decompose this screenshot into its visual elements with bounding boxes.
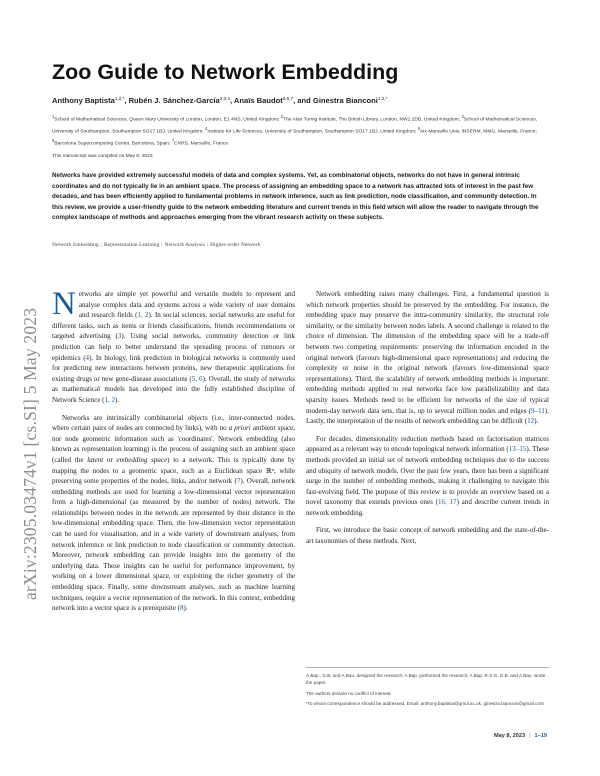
- arxiv-identifier: arXiv:2305.03474v1 [cs.SI] 5 May 2023: [20, 307, 40, 600]
- body-paragraph: [52, 286, 295, 406]
- author-separator: ,: [229, 96, 234, 105]
- body-column-left: [52, 286, 296, 621]
- affiliation-text: Institute for Life Sciences, University of Southampton, Southampton SO17 1BJ, United Kingdom;: [207, 129, 418, 135]
- text-run: ).: [534, 417, 539, 426]
- author-name: Anthony Baptista: [52, 96, 115, 105]
- affiliation-text: CNRS, Marseille, France: [174, 142, 229, 148]
- author-name: Ginestra Bianconi: [312, 96, 378, 105]
- affiliation-number: 7: [171, 138, 175, 144]
- citation-link[interactable]: 5, 6: [191, 374, 203, 383]
- text-run: etworks are simple yet powerful and versatile models to represent and analyse complex data and systems across a wide variety of user domains and research fields (: [78, 290, 295, 320]
- text-run: Networks are intrinsically combinatorial objects (i.e., inter-connected nodes, where certain pairs of nodes are connected by links), with no: [52, 413, 295, 433]
- author-contributions-note: A.Bap., G.B. and A.Bau. designed the research; A.Bap. performed the research; A.Bap, R.S-G, G.B. and A.Bau. wrote the paper.: [306, 673, 546, 686]
- affiliation-number: 2: [280, 114, 284, 119]
- text-run: ).: [115, 395, 120, 404]
- conflict-of-interest-note: The authors declare no conflict of interest.: [306, 690, 392, 696]
- footer-separator: |: [529, 733, 531, 739]
- abstract: Networks have provided extremely successful models of data and complex systems. Yet, as combinatorial objects, networks do not have in general intrinsic coordinates and do not typically lie in an ambient space. The process of assigning an embedding space to a network has attracted lots of interest in the past few decades, and has been efficiently applied to fundamental problems in network inference, such as link prediction, node classification, and community detection. In this review, we provide a user-friendly guide to the network embedding literature and current trends in this field which will allow the reader to navigate through the complex landscape of methods and approaches emerging from the vibrant research activity on these subjects.: [52, 172, 539, 221]
- author-separator: , and: [293, 96, 313, 105]
- citation-link[interactable]: 8: [179, 604, 184, 613]
- emphasis: a priori: [228, 424, 251, 433]
- emphasis: latent: [87, 455, 104, 464]
- compiled-date-note: This manuscript was compiled on May 8, 2023: [52, 154, 153, 159]
- text-run: For decades, dimensionality reduction methods based on factorisation matrices appeared as a relevant way to encode topological network information (: [306, 434, 549, 454]
- affiliation-text: Barcelona Supercomputing Center, Barcelona, Spain;: [54, 142, 172, 148]
- text-run: ). These methods provided an initial set of network embedding techniques due to the success and ubiquity of network models. Over the past few years, there has been a significant surge in the number of embedding methods, making it challenging to navigate this fast-evolving field. The purpose of this review is to provide an overview based on a novel taxonomy that extends previous ones (: [306, 445, 549, 507]
- affiliation-number: 1: [52, 114, 55, 119]
- emphasis: embedding space: [116, 455, 168, 464]
- text-run: ). Overall, network embedding methods are used for learning a low-dimensional vector representation from a high-dimensional (as measured by the number of nodes) network. The relationships between nodes in the network are represented by their distance in the low-dimensional embedding space. Then, the low-dimension vector representation can be used for visualisation, and in a wide variety of downstream analyses, from network inference or link prediction to node classification or community detection. Moreover, network embedding can provide insights into the geometry of the underlying data. These insights can be useful for performance improvement, by working on a lower dimensional space, or exploiting the richer geometry of the embedding space. Finally, some downstream analyses, such as machine learning techniques, require a vector representation of the network. In this context, embedding network into a vector space is a prerequisite (: [52, 477, 295, 613]
- author-affiliation-marker: 5,6,7: [282, 96, 294, 101]
- affiliation-number: 6: [52, 138, 55, 144]
- citation-link[interactable]: 12: [527, 417, 535, 426]
- author-name: Rubén J. Sánchez-García: [128, 96, 220, 105]
- page-range: 1–19: [534, 733, 547, 739]
- affiliation-text: Aix-Marseille Univ, INSERM, MMG, Marseille, France;: [420, 129, 537, 135]
- author-list: [52, 96, 552, 105]
- body-paragraph: [52, 413, 295, 614]
- keyword-list: [52, 242, 547, 248]
- keyword: Higher-order Network: [210, 242, 261, 248]
- author-affiliation-marker: 2,3,4: [219, 96, 230, 101]
- affiliation-text: The Alan Turing Institute, The British Library, London, NW1 2DB, United Kingdom;: [283, 117, 462, 123]
- body-paragraph: [306, 434, 549, 519]
- affiliation-text: School of Mathematical Sciences, University of Southampton, Southampton SO17 1BJ, United Kingdom;: [52, 117, 538, 135]
- body-column-right: [306, 289, 549, 554]
- citation-link[interactable]: 7: [236, 477, 241, 486]
- keyword: Network Embedding: [52, 242, 99, 248]
- text-run: ). Overall, the study of networks as mathematical models has developed into the fully established discipline of Network Science (: [52, 374, 295, 404]
- text-run: Network embedding raises many challenges. First, a fundamental question is which network properties should be preserved by the embedding. For instance, the embedding space may preserve the intra-community similarity, the structural role similarity, or the similarity between nodes labels. A second challenge is related to the choice of dimension. The dimension of the embedding space will be a trade-off between two competing requirements: preserving the information encoded in the original network (favours high-dimensional space representations) and reducing the complexity or noise in the original network (favours low-dimensional space representations). Third, the scalability of network embedding methods is important: embedding methods applied to real networks face low parallelizability and data sparsity issues. Methods need to be efficient for networks of the size of typical modern-day network data sets, that is, up to several million nodes and edges (: [306, 290, 549, 415]
- affiliation-number: 5: [417, 126, 421, 132]
- text-run: or: [103, 455, 117, 464]
- body-paragraph: [306, 289, 549, 427]
- citation-link[interactable]: 13–15: [508, 445, 527, 454]
- text-run: ).: [183, 604, 188, 613]
- affiliation-text: School of Mathematical Sciences, Queen Mary University of London, London, E1 4NS, United Kingdom;: [54, 117, 281, 123]
- correspondence-note: ¹To whom correspondence should be addressed. Email: anthony.baptista@qmul.ac.uk, ginestra.bianconi@gmail.com: [306, 701, 544, 707]
- text-run: ) and describe current trends in network embedding.: [306, 498, 549, 517]
- author-separator: ,: [124, 96, 129, 105]
- author-affiliation-marker: 1,2,*: [377, 96, 388, 101]
- keyword-separator: |: [100, 242, 102, 248]
- keyword-separator: |: [161, 242, 163, 248]
- affiliation-number: 4: [205, 126, 208, 132]
- citation-link[interactable]: 16, 17: [437, 498, 457, 507]
- footer-date: May 8, 2023: [493, 733, 526, 739]
- text-run: ). Lastly, the interpretation of the results of network embedding can be difficult (: [306, 406, 549, 426]
- text-run: ambient space, nor node geometric information such as 'coordinates'. Network embedding (also known as representation learning) is the process of assigning such an ambient space (called the: [52, 424, 296, 464]
- text-run: ). In social sciences, social networks are useful for different tasks, such as items or friends classifications, friends recommendations or targeted advertising (: [52, 311, 295, 341]
- author-affiliation-marker: 1,2,*: [114, 96, 125, 101]
- text-run: First, we introduce the basic concept of network embedding and the state-of-the-art taxonomies of these methods. Next,: [306, 526, 549, 546]
- citation-link[interactable]: 4: [85, 353, 90, 362]
- citation-link[interactable]: 1, 2: [137, 311, 149, 320]
- page-footer: [494, 733, 547, 739]
- footnotes: [306, 667, 549, 711]
- keyword: Representation Learning: [103, 242, 160, 248]
- text-run: ). Using social networks, community detection or link prediction can help to better understand the spreading process of rumours or epidemics (: [52, 332, 295, 362]
- body-paragraph: [306, 525, 549, 546]
- paper-title: Zoo Guide to Network Embedding: [52, 60, 399, 84]
- keyword: Network Analysis: [164, 242, 205, 248]
- citation-link[interactable]: 3: [117, 332, 122, 341]
- text-run: ) to a network. This is typically done by mapping the nodes to a geometric space, such as a Euclidean space ℝⁿ, while preserving some properties of the nodes, links, and/or network (: [52, 455, 295, 486]
- affiliations: [52, 113, 547, 150]
- affiliation-number: 3: [461, 114, 464, 119]
- citation-link[interactable]: 1, 2: [104, 395, 116, 404]
- author-name: Anaïs Baudot: [233, 96, 283, 105]
- drop-cap: N: [52, 286, 76, 322]
- text-run: ). In biology, link prediction in biological networks is commonly used for predicting new interactions between proteins, new therapeutic applications for existing drugs or new gene-disease associations (: [52, 353, 295, 383]
- keyword-separator: |: [206, 242, 209, 248]
- citation-link[interactable]: 9–11: [531, 406, 545, 415]
